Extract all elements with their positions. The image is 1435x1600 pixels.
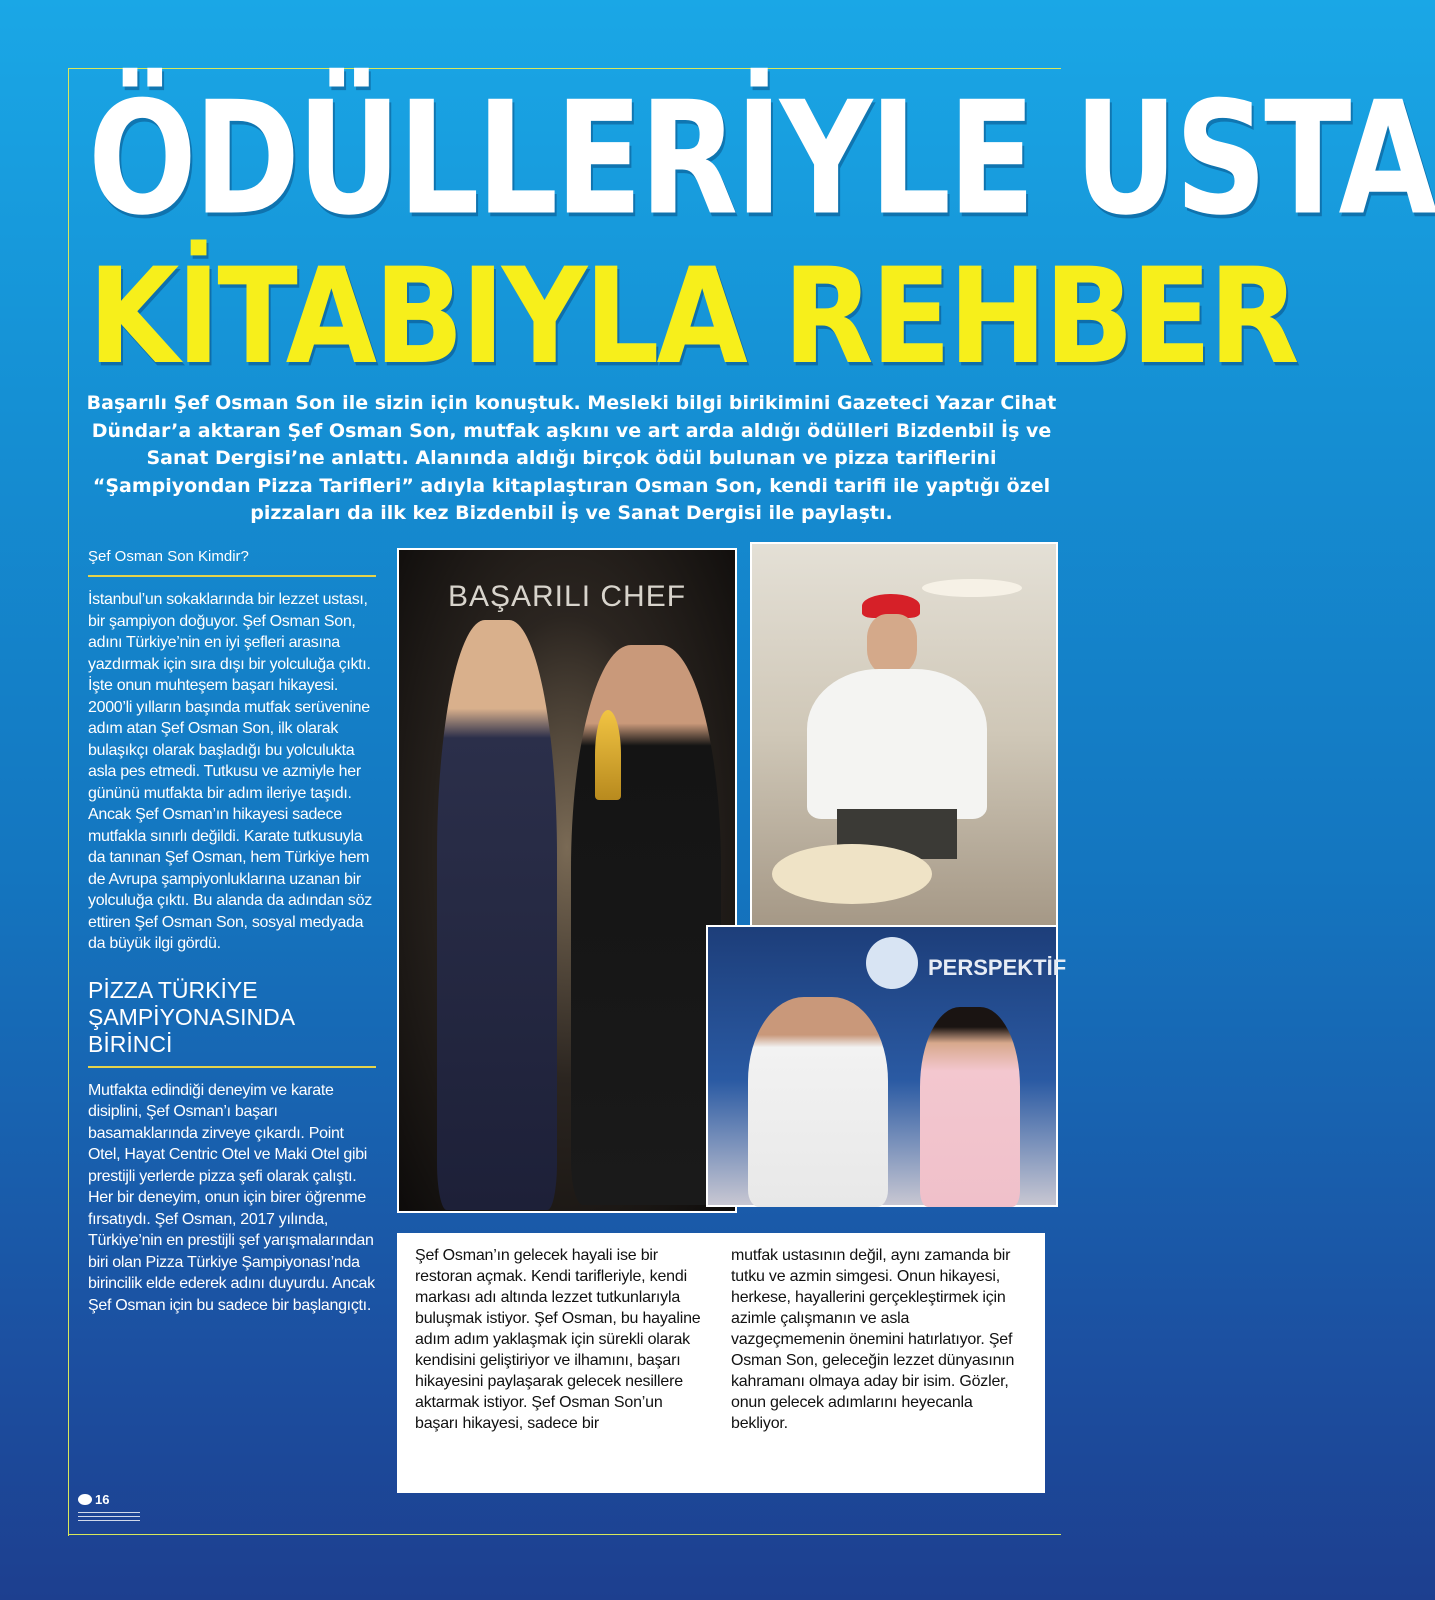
frame-bottom-line [68,1534,1061,1535]
left-column [88,548,376,1316]
photo-chef-pizza-dough [750,542,1058,928]
chef-jacket [807,669,987,819]
text-box-column-1: Şef Osman’ın gelecek hayali ise bir restoran açmak. Kendi tarifleriyle, kendi markası adı altında lezzet tutkunlarıyla buluşmak istiyor. Şef Osman, bu hayaline adım adım yaklaşmak için sürekli olarak kendisini geliştiriyor ve ilhamını, başarı hikayesini paylaşarak gelecek nesillere aktarmak istiyor. Şef Osman Son’un başarı hikayesi, sadece bir [415,1247,701,1432]
divider [88,1066,376,1068]
section-title-championship: PİZZA TÜRKİYE ŞAMPİYONASINDA BİRİNCİ [88,976,294,1057]
page-number-lines [78,1512,140,1524]
studio-sign-text: PERSPEKTİF [928,955,1067,980]
frame-left-line [68,68,69,1536]
headline-line-2: KİTABIYLA REHBER [88,238,1297,394]
section-body-who: İstanbul’un sokaklarında bir lezzet ustası, bir şampiyon doğuyor. Şef Osman Son, adını Türkiye’nin en iyi şefleri arasına yazdırmak için sıra dışı bir yolculuğa çıktı. İşte onun muhteşem başarı hikayesi. 2000’li yılların başında mutfak serüvenine adım atan Şef Osman Son, ilk olarak bulaşıkçı olarak başladığı bu yolculukta asla pes etmedi. Tutkusu ve azmiyle her gününü mutfakta bir adım ileriye taşıdı. Ancak Şef Osman’ın hikayesi sadece mutfakla sınırlı değildi. Karate tutkusuyla da tanınan Şef Osman, hem Türkiye hem de Avrupa şampiyonluklarına uzanan bir yolculuğa çıktı. Bu alanda da adından söz ettiren Şef Osman Son, sosyal medyada da büyük ilgi gördü. [88,591,372,952]
photo-award-ceremony [397,548,737,1213]
presenter-figure [920,1007,1020,1207]
text-box [397,1233,1045,1493]
text-box-column-2: mutfak ustasının değil, aynı zamanda bir tutku ve azmin simgesi. Onun hikayesi, herkese, hayallerini gerçekleştirmek için azimle çalışmanın ve asla vazgeçmemenin önemini hatırlatıyor. Şef Osman Son, geleceğin lezzet dünyasının kahramanı olmaya aday bir isim. Gözler, onun gelecek adımlarını heyecanla bekliyor. [731,1247,1015,1432]
pizza-dough [922,579,1022,597]
page-number [78,1492,109,1507]
photo-tv-studio [706,925,1067,1207]
section-body-championship: Mutfakta edindiği deneyim ve karate disiplini, Şef Osman’ı başarı basamaklarında zirveye çıkardı. Point Otel, Hayat Centric Otel ve Maki Otel gibi prestijli yerlerde pizza şefi olarak çalıştı. Her bir deneyim, onun için birer öğrenme fırsatıydı. Şef Osman, 2017 yılında, Türkiye’nin en prestijli şef yarışmalarından biri olan Pizza Türkiye Şampiyonası’nda birincilik elde ederek adını duyurdu. Ancak Şef Osman için bu sadece bir başlangıçtı. [88,1081,375,1314]
headline-line-1: ÖDÜLLERİYLE USTA [88,68,1435,251]
lead-paragraph: Başarılı Şef Osman Son ile sizin için konuştuk. Mesleki bilgi birikimini Gazeteci Yazar Cihat Dündar’a aktaran Şef Osman Son, mutfak aşkını ve art arda aldığı ödülleri Bizdenbil İş ve Sanat Dergisi’ne anlattı. Alanında aldığı birçok ödül bulunan ve pizza tariflerini “Şampiyondan Pizza Tarifleri” adıyla kitaplaştıran Osman Son, kendi tarifi ile yaptığı özel pizzaları da ilk kez Bizdenbil İş ve Sanat Dergisi ile paylaştı. [86,392,1057,524]
page-number-dot-icon [78,1494,92,1505]
woman-figure [437,620,557,1210]
chef-face [867,614,917,674]
divider [88,575,376,577]
chef-figure [748,997,888,1207]
page-number-text: 16 [95,1492,110,1507]
trophy-icon [595,710,621,800]
section-title-who: Şef Osman Son Kimdir? [88,548,249,565]
man-figure [571,645,721,1205]
photo-backdrop-text: BAŞARILI CHEF [447,580,687,613]
screen-portrait [866,937,918,989]
dough-on-table [772,844,932,904]
